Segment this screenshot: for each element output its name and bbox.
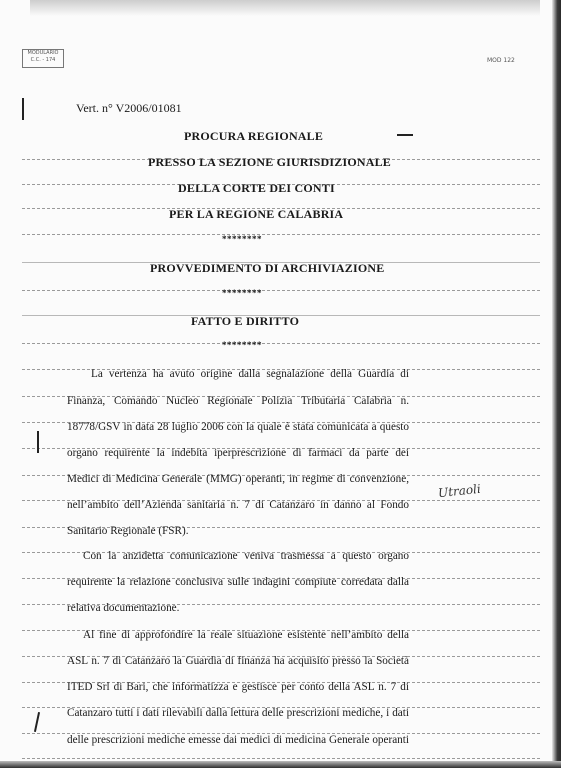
margin-mark bbox=[37, 431, 39, 453]
body-line: Al fine di approfondire la reale situazione esistente nell’ambito della bbox=[83, 629, 409, 641]
body-line: nell’ambito dell’Azienda sanitaria n. 7 di Catanzaro in danno al Fondo bbox=[67, 499, 409, 511]
body-line: Medici di Medicina Generale (MMG) operanti, in regime di convenzione, bbox=[67, 473, 409, 485]
stamp-line-1: MODULARIO bbox=[27, 50, 59, 56]
body-line: organo requirente la indebita iperprescrizione di farmaci da parte dei bbox=[67, 447, 409, 459]
body-line: ASL n. 7 di Catanzaro la Guardia di finanza ha acquisito presso la Società bbox=[67, 655, 409, 667]
margin-mark bbox=[22, 98, 24, 120]
document-title: PROVVEDIMENTO DI ARCHIVIAZIONE bbox=[150, 261, 385, 275]
scan-edge-right bbox=[552, 0, 561, 768]
stamp-line-2: C.C. - 174 bbox=[30, 57, 56, 63]
heading-1: PROCURA REGIONALE bbox=[184, 129, 324, 143]
body-line: Finanza, Comando Nucleo Regionale Polizia Tributaria Calabria n. bbox=[67, 395, 409, 407]
separator: ******** bbox=[222, 234, 262, 244]
body-line: 18778/GSV in data 28 luglio 2006 con la quale è stata comunicata a questo bbox=[67, 421, 409, 433]
modulario-stamp bbox=[22, 49, 64, 68]
scan-edge-bottom bbox=[0, 761, 561, 768]
separator: ******** bbox=[222, 288, 262, 298]
body-line: Sanitario Regionale (FSR). bbox=[67, 525, 189, 537]
handwritten-margin-note: Utraoli bbox=[437, 481, 482, 501]
pen-dash bbox=[397, 134, 413, 136]
heading-3: DELLA CORTE DEI CONTI bbox=[178, 181, 335, 195]
scan-shadow bbox=[30, 0, 540, 16]
heading-2: PRESSO LA SEZIONE GIURISDIZIONALE bbox=[148, 155, 392, 169]
body-line: La vertenza ha avuto origine dalla segnalazione della Guardia di bbox=[91, 368, 409, 380]
body-line: requirente la relazione conclusiva sulle indagini compiute corredata dalla bbox=[67, 576, 409, 588]
heading-4: PER LA REGIONE CALABRIA bbox=[169, 207, 344, 221]
margin-mark bbox=[34, 712, 40, 732]
section-title: FATTO E DIRITTO bbox=[191, 314, 300, 328]
separator: ******** bbox=[222, 340, 262, 350]
form-code: MOD 122 bbox=[487, 57, 515, 64]
body-line: delle prescrizioni mediche emesse dai medici di medicina Generale operanti bbox=[67, 734, 409, 746]
body-line: ITED Srl di Bari, che informatizza e gestisce per conto della ASL n. 7 di bbox=[67, 681, 409, 693]
reference-number: Vert. n° V2006/01081 bbox=[76, 101, 182, 115]
body-line: relativa documentazione. bbox=[67, 602, 180, 614]
body-line: Catanzaro tutti i dati rilevabili dalla lettura delle prescrizioni mediche, i dati bbox=[67, 707, 409, 719]
body-line: Con la anzidetta comunicazione veniva trasmessa a questo organo bbox=[83, 550, 409, 562]
